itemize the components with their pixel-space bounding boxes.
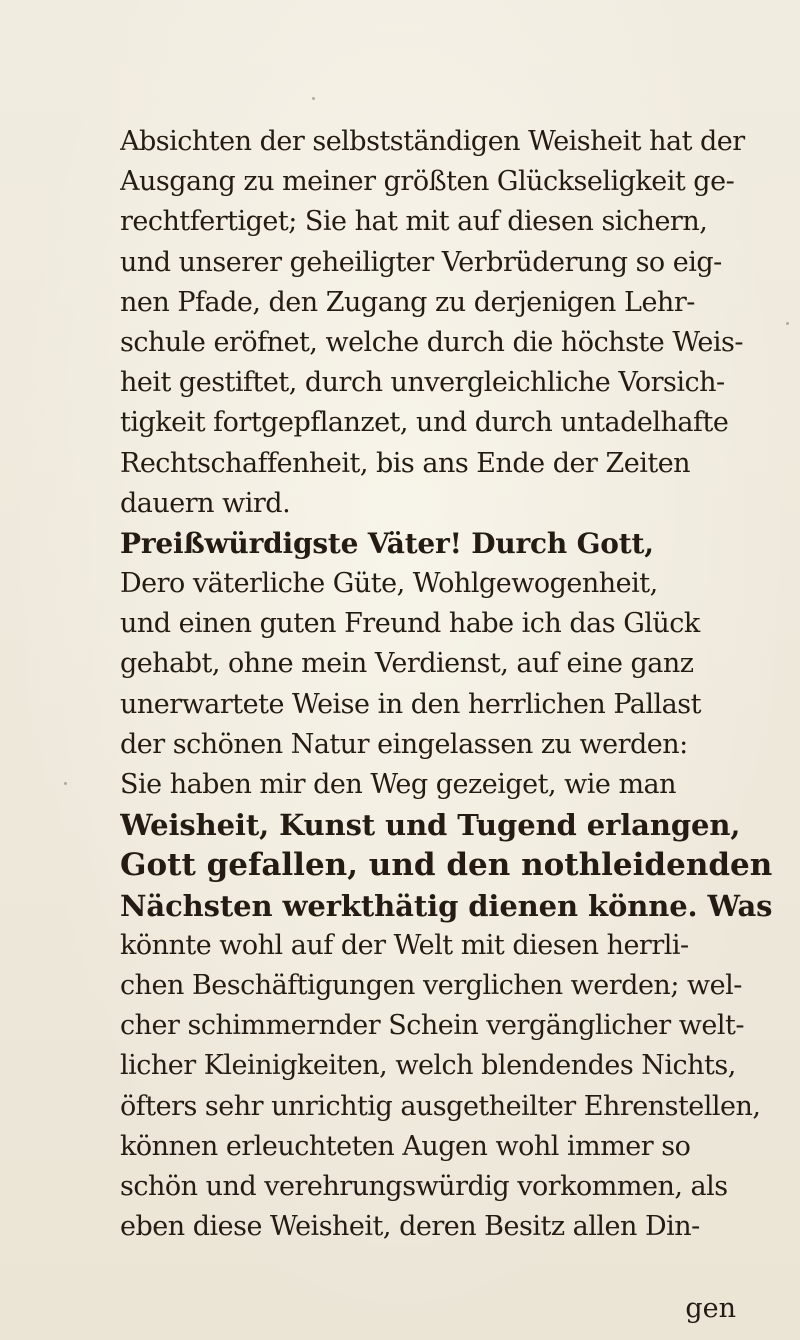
paper-speck — [64, 782, 67, 785]
text-line: heit gestiftet, durch unvergleichliche Vorsich- — [120, 367, 725, 399]
text-line-emphasis: Gott gefallen, und den nothleidenden — [120, 847, 773, 884]
text-line: und unserer geheiligter Verbrüderung so eig- — [120, 246, 722, 278]
text-line: eben diese Weisheit, deren Besitz allen Din- — [120, 1211, 700, 1243]
text-line: Rechtschaffenheit, bis ans Ende der Zeiten — [120, 447, 691, 479]
text-line: schule eröfnet, welche durch die höchste Weis- — [120, 326, 743, 358]
text-line: Ausgang zu meiner größten Glückseligkeit ge- — [120, 166, 735, 198]
text-line: der schönen Natur eingelassen zu werden: — [120, 728, 688, 760]
text-line: können erleuchteten Augen wohl immer so — [120, 1130, 691, 1162]
text-line: Sie haben mir den Weg gezeiget, wie man — [120, 769, 677, 800]
text-line: chen Beschäftigungen verglichen werden; wel- — [120, 969, 742, 1001]
text-line: rechtfertiget; Sie hat mit auf diesen sichern, — [120, 206, 708, 238]
text-line: licher Kleinigkeiten, welch blendendes Nichts, — [120, 1050, 736, 1082]
paper-speck — [786, 322, 789, 325]
text-line: gehabt, ohne mein Verdienst, auf eine ganz — [120, 648, 694, 680]
text-line: tigkeit fortgepflanzet, und durch untadelhafte — [120, 407, 729, 439]
text-line: könnte wohl auf der Welt mit diesen herrli- — [120, 929, 689, 961]
text-line: öfters sehr unrichtig ausgetheilter Ehrenstellen, — [120, 1090, 761, 1122]
paper-speck — [312, 97, 315, 100]
text-line: unerwartete Weise in den herrlichen Pallast — [120, 688, 701, 720]
text-line: cher schimmernder Schein vergänglicher welt- — [120, 1010, 744, 1042]
text-line-emphasis: Weisheit, Kunst und Tugend erlangen, — [120, 808, 741, 843]
text-line: nen Pfade, den Zugang zu derjenigen Lehr- — [120, 286, 695, 318]
text-line: Absichten der selbstständigen Weisheit hat der — [120, 126, 745, 157]
text-line: dauern wird. — [120, 487, 291, 519]
text-line: schön und verehrungswürdig vorkommen, als — [120, 1170, 728, 1202]
page-text — [120, 122, 780, 1247]
catchword: gen — [685, 1293, 736, 1324]
text-line: Dero väterliche Güte, Wohlgewogenheit, — [120, 568, 658, 600]
text-line-heading: Preißwürdigste Väter! Durch Gott, — [120, 526, 654, 560]
text-line: und einen guten Freund habe ich das Glück — [120, 608, 700, 640]
text-line-emphasis: Nächsten werkthätig dienen könne. Was — [120, 888, 773, 923]
